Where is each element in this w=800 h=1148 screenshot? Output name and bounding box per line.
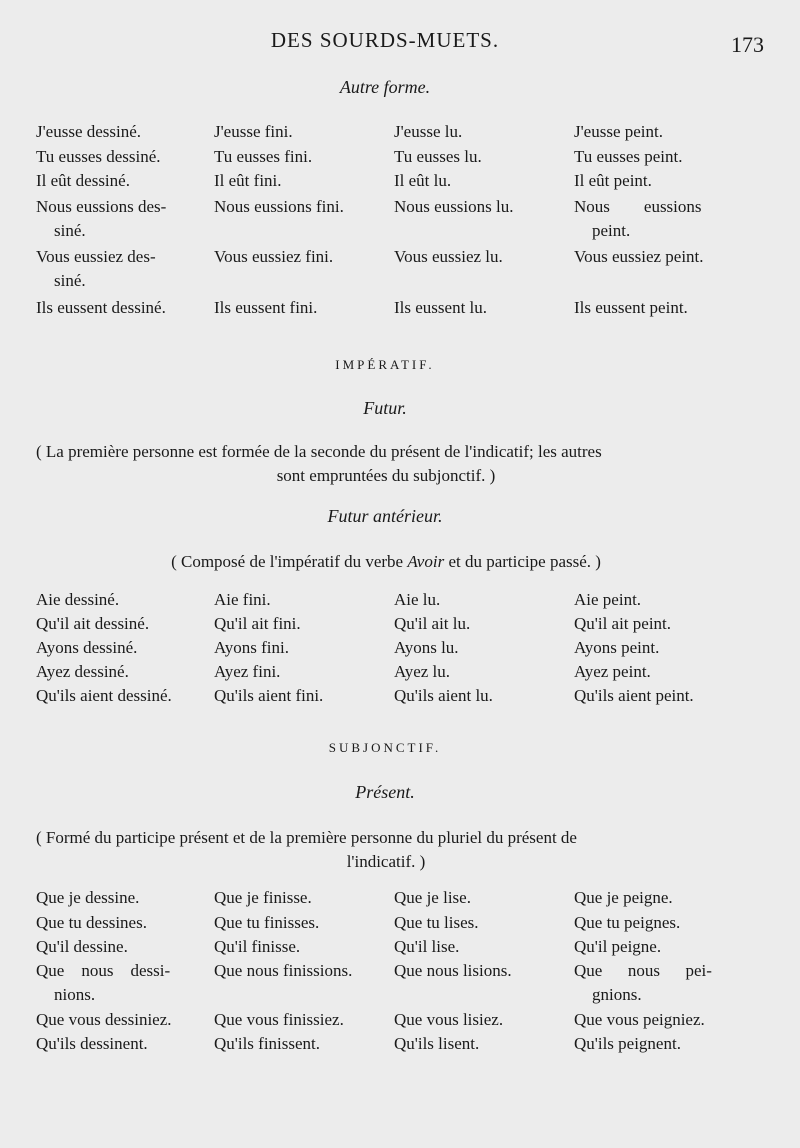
conjugation-cell	[574, 886, 736, 910]
conjugation-cell	[214, 959, 386, 983]
conjugation-line: siné.	[54, 221, 86, 240]
conjugation-cell	[394, 886, 566, 910]
conjugation-cell	[214, 660, 386, 684]
conjugation-cell	[394, 245, 566, 269]
conjugation-cell	[394, 145, 566, 169]
conjugation-line: Il eût peint.	[574, 171, 652, 190]
note-line: l'indicatif. )	[346, 852, 426, 871]
conjugation-line: Il eût dessiné.	[36, 171, 130, 190]
conjugation-line: Aie dessiné.	[36, 590, 120, 609]
conjugation-cell	[394, 684, 566, 708]
conjugation-line: Que vous finissiez.	[214, 1010, 344, 1029]
conjugation-line: Qu'il finisse.	[214, 937, 301, 956]
conjugation-cell	[214, 588, 386, 612]
note-line: ( Formé du participe présent et de la première personne du pluriel du présent de	[36, 828, 577, 847]
conjugation-line: Que je peigne.	[574, 888, 673, 907]
conjugation-cell	[36, 935, 208, 959]
conjugation-line: Aie fini.	[214, 590, 271, 609]
conjugation-line: Qu'ils peignent.	[574, 1034, 681, 1053]
conjugation-cell	[574, 684, 736, 708]
conjugation-cell	[36, 120, 208, 144]
conjugation-line: Ayez fini.	[214, 662, 281, 681]
conjugation-line: Qu'il peigne.	[574, 937, 662, 956]
conjugation-line: Que nous finissions.	[214, 961, 353, 980]
conjugation-cell	[214, 684, 386, 708]
conjugation-cell	[36, 612, 208, 636]
conjugation-cell	[36, 886, 208, 910]
conjugation-cell	[394, 911, 566, 935]
conjugation-line: J'eusse lu.	[394, 122, 463, 141]
conjugation-line: Qu'il ait lu.	[394, 614, 471, 633]
conjugation-line: Qu'ils aient dessiné.	[36, 686, 172, 705]
conjugation-cell	[214, 145, 386, 169]
conjugation-cell	[36, 959, 208, 1007]
conjugation-line: Qu'ils dessinent.	[36, 1034, 148, 1053]
conjugation-line: Qu'ils aient lu.	[394, 686, 493, 705]
conjugation-cell	[36, 296, 208, 320]
conjugation-cell	[214, 296, 386, 320]
conjugation-cell	[574, 296, 736, 320]
note-line: sont empruntées du subjonctif. )	[276, 466, 496, 485]
conjugation-line: Ayez peint.	[574, 662, 651, 681]
heading-futur-anterieur: Futur antérieur.	[327, 506, 443, 526]
conjugation-cell	[214, 1032, 386, 1056]
conjugation-line: Que tu finisses.	[214, 913, 320, 932]
conjugation-line: Il eût lu.	[394, 171, 452, 190]
conjugation-cell	[574, 145, 736, 169]
conjugation-line: gnions.	[592, 985, 642, 1004]
conjugation-line: Ayez dessiné.	[36, 662, 129, 681]
conjugation-line: Qu'il ait fini.	[214, 614, 301, 633]
conjugation-line: Ayons peint.	[574, 638, 660, 657]
conjugation-line: Ils eussent fini.	[214, 298, 318, 317]
conjugation-line: Vous eussiez lu.	[394, 247, 503, 266]
conjugation-line: Aie peint.	[574, 590, 642, 609]
conjugation-line: Nous eussions	[574, 197, 702, 216]
conjugation-cell	[214, 120, 386, 144]
conjugation-cell	[394, 959, 566, 983]
conjugation-line: nions.	[54, 985, 96, 1004]
conjugation-cell	[36, 1032, 208, 1056]
conjugation-line: Tu eusses fini.	[214, 147, 313, 166]
conjugation-line: Que vous lisiez.	[394, 1010, 504, 1029]
conjugation-line: Que tu lises.	[394, 913, 479, 932]
conjugation-line: Que je dessine.	[36, 888, 140, 907]
conjugation-cell	[394, 296, 566, 320]
conjugation-line: Ils eussent peint.	[574, 298, 688, 317]
conjugation-cell	[214, 195, 386, 219]
conjugation-cell	[36, 588, 208, 612]
conjugation-line: J'eusse dessiné.	[36, 122, 142, 141]
running-title: DES SOURDS-MUETS.	[270, 28, 500, 52]
conjugation-cell	[36, 911, 208, 935]
conjugation-cell	[394, 1032, 566, 1056]
conjugation-line: Qu'ils aient fini.	[214, 686, 324, 705]
conjugation-cell	[214, 245, 386, 269]
conjugation-cell	[36, 660, 208, 684]
conjugation-line: J'eusse peint.	[574, 122, 663, 141]
note-imperatif	[36, 440, 736, 488]
conjugation-cell	[574, 959, 736, 1007]
conjugation-line: Ayons fini.	[214, 638, 289, 657]
heading-autre-forme: Autre forme.	[339, 77, 431, 97]
conjugation-cell	[214, 935, 386, 959]
conjugation-line: Qu'il ait peint.	[574, 614, 672, 633]
conjugation-line: Ils eussent lu.	[394, 298, 488, 317]
conjugation-line: Qu'il dessine.	[36, 937, 128, 956]
conjugation-line: Que je lise.	[394, 888, 471, 907]
conjugation-cell	[394, 935, 566, 959]
conjugation-line: Qu'il lise.	[394, 937, 460, 956]
conjugation-cell	[574, 612, 736, 636]
conjugation-cell	[574, 911, 736, 935]
conjugation-cell	[394, 588, 566, 612]
note-text: ( Composé de l'impératif du verbe	[171, 552, 408, 571]
conjugation-line: Il eût fini.	[214, 171, 282, 190]
page-header	[0, 24, 800, 56]
conjugation-line: Nous eussions fini.	[214, 197, 344, 216]
conjugation-cell	[214, 886, 386, 910]
conjugation-cell	[214, 169, 386, 193]
conjugation-cell	[36, 684, 208, 708]
conjugation-cell	[574, 1008, 736, 1032]
conjugation-cell	[574, 1032, 736, 1056]
conjugation-cell	[36, 636, 208, 660]
note-emphasis: Avoir	[407, 552, 445, 571]
conjugation-line: Vous eussiez fini.	[214, 247, 334, 266]
conjugation-line: J'eusse fini.	[214, 122, 293, 141]
conjugation-line: siné.	[54, 271, 86, 290]
conjugation-cell	[394, 120, 566, 144]
note-subjonctif	[36, 826, 736, 874]
conjugation-cell	[36, 195, 208, 243]
conjugation-cell	[394, 636, 566, 660]
conjugation-cell	[394, 612, 566, 636]
note-futur-anterieur	[36, 550, 736, 574]
conjugation-line: Que vous peigniez.	[574, 1010, 705, 1029]
conjugation-cell	[574, 935, 736, 959]
conjugation-cell	[36, 169, 208, 193]
conjugation-cell	[394, 169, 566, 193]
conjugation-line: Aie lu.	[394, 590, 441, 609]
page-number: 173	[731, 32, 764, 57]
conjugation-line: Que tu dessines.	[36, 913, 147, 932]
conjugation-cell	[574, 588, 736, 612]
conjugation-cell	[214, 911, 386, 935]
conjugation-cell	[394, 1008, 566, 1032]
conjugation-line: Ayons lu.	[394, 638, 459, 657]
note-text: et du participe passé. )	[444, 552, 601, 571]
conjugation-line: Que nous lisions.	[394, 961, 512, 980]
conjugation-line: Qu'ils finissent.	[214, 1034, 321, 1053]
conjugation-line: Que je finisse.	[214, 888, 312, 907]
conjugation-line: Tu eusses dessiné.	[36, 147, 161, 166]
conjugation-cell	[574, 195, 736, 243]
conjugation-line: Ils eussent dessiné.	[36, 298, 166, 317]
heading-present: Présent.	[355, 782, 415, 802]
conjugation-line: Que nous pei-	[574, 961, 712, 980]
conjugation-cell	[36, 145, 208, 169]
conjugation-line: Tu eusses lu.	[394, 147, 482, 166]
conjugation-cell	[36, 245, 208, 293]
conjugation-line: Vous eussiez peint.	[574, 247, 704, 266]
conjugation-cell	[214, 636, 386, 660]
heading-futur: Futur.	[363, 398, 407, 418]
conjugation-line: peint.	[592, 221, 631, 240]
conjugation-line: Que vous dessiniez.	[36, 1010, 172, 1029]
conjugation-cell	[36, 1008, 208, 1032]
conjugation-line: Que nous dessi-	[36, 961, 171, 980]
conjugation-cell	[574, 245, 736, 269]
conjugation-line: Tu eusses peint.	[574, 147, 683, 166]
section-imperatif: IMPÉRATIF.	[335, 357, 435, 372]
conjugation-cell	[394, 195, 566, 219]
conjugation-line: Nous eussions des-	[36, 197, 167, 216]
section-subjonctif: SUBJONCTIF.	[328, 740, 442, 755]
note-line: ( La première personne est formée de la seconde du présent de l'indicatif; les autres	[36, 442, 602, 461]
conjugation-line: Qu'ils aient peint.	[574, 686, 694, 705]
conjugation-line: Que tu peignes.	[574, 913, 681, 932]
conjugation-line: Qu'ils lisent.	[394, 1034, 480, 1053]
conjugation-cell	[214, 1008, 386, 1032]
conjugation-cell	[574, 660, 736, 684]
conjugation-line: Qu'il ait dessiné.	[36, 614, 150, 633]
conjugation-cell	[574, 120, 736, 144]
conjugation-line: Ayons dessiné.	[36, 638, 138, 657]
conjugation-cell	[574, 636, 736, 660]
conjugation-line: Ayez lu.	[394, 662, 451, 681]
conjugation-line: Nous eussions lu.	[394, 197, 514, 216]
conjugation-line: Vous eussiez des-	[36, 247, 156, 266]
conjugation-cell	[214, 612, 386, 636]
conjugation-cell	[394, 660, 566, 684]
conjugation-cell	[574, 169, 736, 193]
